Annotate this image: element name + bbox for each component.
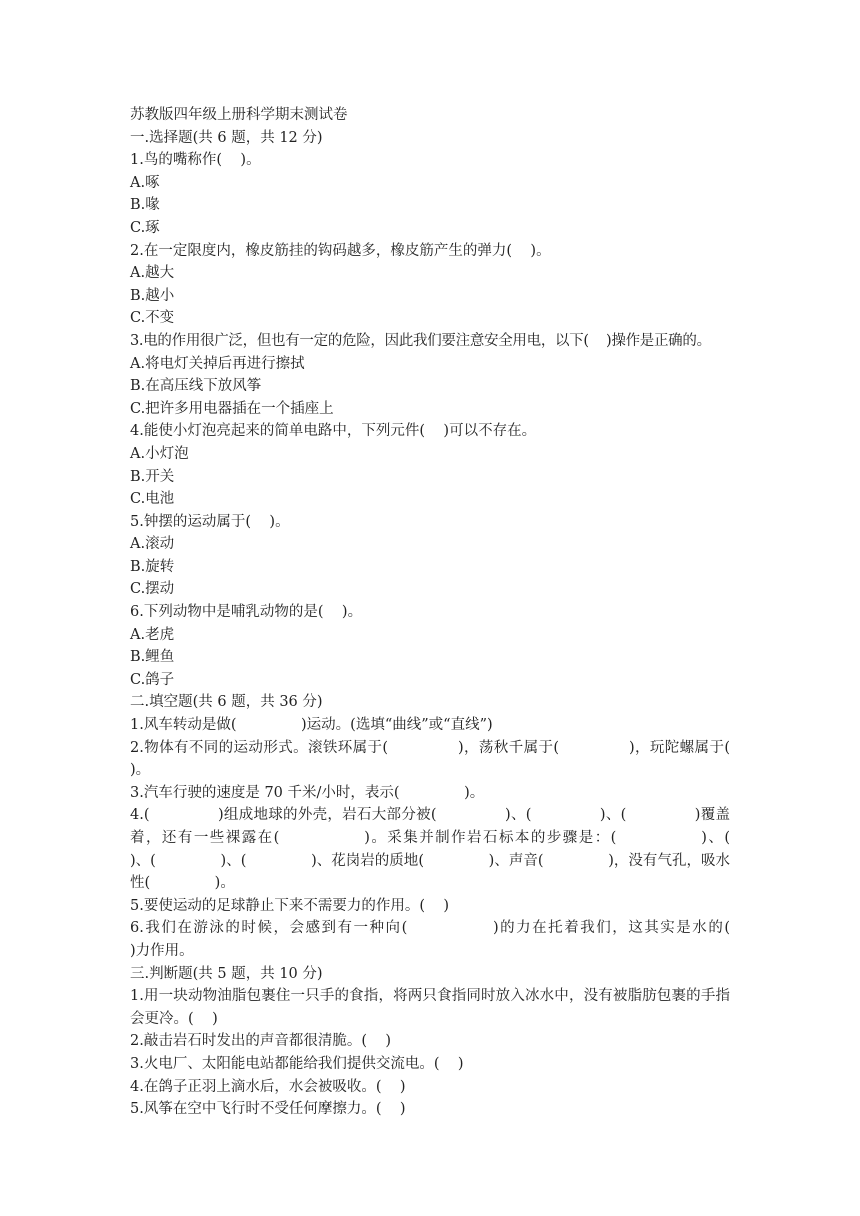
option: A.老虎 bbox=[130, 626, 175, 643]
option: A.将电灯关掉后再进行擦拭 bbox=[130, 355, 305, 372]
option: B.旋转 bbox=[130, 558, 175, 575]
question: 2.在一定限度内，橡皮筋挂的钩码越多，橡皮筋产生的弹力( )。 bbox=[130, 242, 551, 259]
question: 5.要使运动的足球静止下来不需要力的作用。( ) bbox=[130, 897, 450, 914]
option: C.电池 bbox=[130, 491, 175, 508]
option: C.不变 bbox=[130, 310, 175, 327]
option: C.把许多用电器插在一个插座上 bbox=[130, 400, 334, 417]
option: B.越小 bbox=[130, 287, 175, 304]
question: 6.下列动物中是哺乳动物的是( )。 bbox=[130, 604, 363, 621]
question: 3.汽车行驶的速度是 70 千米/小时，表示( )。 bbox=[130, 784, 485, 801]
question: 1.风车转动是做( )运动。(选填“曲线”或“直线”) bbox=[130, 717, 493, 734]
option: B.在高压线下放风筝 bbox=[130, 378, 262, 395]
option: A.啄 bbox=[130, 174, 160, 191]
option: A.滚动 bbox=[130, 536, 175, 553]
question: 3.火电厂、太阳能电站都能给我们提供交流电。( ) bbox=[130, 1055, 464, 1072]
question: 1.用一块动物油脂包裹住一只手的食指，将两只食指同时放入冰水中，没有被脂肪包裹的手指会更冷。( ) bbox=[130, 988, 730, 1027]
question: 5.钟摆的运动属于( )。 bbox=[130, 513, 290, 530]
question: 2.物体有不同的运动形式。滚铁环属于( )，荡秋千属于( )，玩陀螺属于( )。 bbox=[130, 739, 795, 779]
question: 4.在鸽子正羽上滴水后，水会被吸收。( ) bbox=[130, 1078, 406, 1095]
option: C.琢 bbox=[130, 219, 160, 236]
question: 1.鸟的嘴称作( )。 bbox=[130, 152, 261, 169]
question: 6.我们在游泳的时候，会感到有一种向( )的力在托着我们，这其实是水的( )力作用。 bbox=[130, 920, 795, 959]
section-heading: 三.判断题(共 5 题，共 10 分) bbox=[130, 965, 323, 982]
exam-title: 苏教版四年级上册科学期末测试卷 bbox=[130, 107, 348, 123]
section-heading: 一.选择题(共 6 题，共 12 分) bbox=[130, 129, 323, 146]
option: B.开关 bbox=[130, 468, 175, 485]
option: B.喙 bbox=[130, 197, 160, 214]
question: 4.能使小灯泡亮起来的简单电路中，下列元件( )可以不存在。 bbox=[130, 423, 537, 440]
option: A.越大 bbox=[130, 265, 175, 282]
option: C.鸽子 bbox=[130, 671, 175, 688]
exam-page bbox=[130, 104, 795, 1121]
option: A.小灯泡 bbox=[130, 445, 189, 462]
option: B.鲤鱼 bbox=[130, 649, 175, 666]
section-heading: 二.填空题(共 6 题，共 36 分) bbox=[130, 694, 323, 711]
question: 3.电的作用很广泛，但也有一定的危险，因此我们要注意安全用电，以下( )操作是正确的。 bbox=[130, 332, 711, 349]
question: 4.( )组成地球的外壳，岩石大部分被( )、( )、( )覆盖着，还有一些裸露在( )。采集并制作岩石标本的步骤是：( )、( )、( )、( )、花岗岩的质地( )、声音( )，没有气孔，吸水性( )。 bbox=[130, 807, 795, 892]
option: C.摆动 bbox=[130, 581, 175, 598]
question: 2.敲击岩石时发出的声音都很清脆。( ) bbox=[130, 1033, 392, 1050]
question: 5.风筝在空中飞行时不受任何摩擦力。( ) bbox=[130, 1101, 406, 1118]
